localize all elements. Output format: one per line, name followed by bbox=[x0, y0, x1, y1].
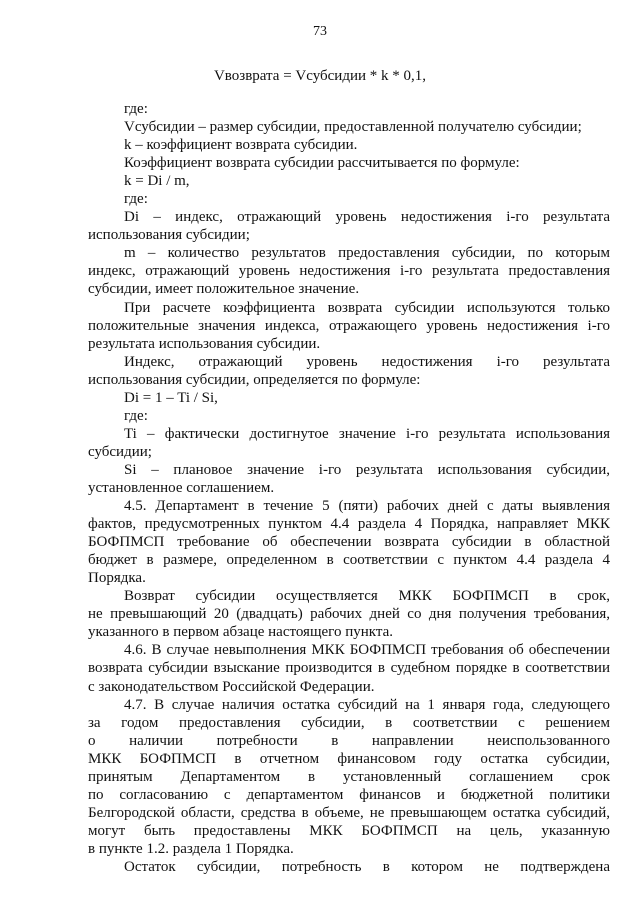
text-line: Возврат субсидии осуществляется МКК БОФПМСП в срок, bbox=[124, 588, 610, 605]
text-line: Порядка. bbox=[88, 570, 146, 587]
text-line: Индекс, отражающий уровень недостижения i-го результата bbox=[124, 353, 610, 370]
text-line: Di = 1 – Ti / Si, bbox=[124, 389, 218, 406]
text-line: бюджет в размере, определенном в соответствии с пунктом 4.4 раздела 4 bbox=[88, 552, 610, 569]
text-line: Vсубсидии – размер субсидии, предоставленной получателю субсидии; bbox=[124, 119, 582, 136]
text-line: Di – индекс, отражающий уровень недостижения i-го результата bbox=[124, 209, 610, 226]
text-line: не превышающий 20 (двадцать) рабочих дней со дня получения требования, bbox=[88, 606, 610, 623]
text-line: субсидии; bbox=[88, 443, 152, 460]
text-line: m – количество результатов предоставления субсидии, по которым bbox=[124, 245, 610, 262]
text-line: Коэффициент возврата субсидии рассчитывается по формуле: bbox=[124, 155, 520, 172]
text-line: за годом предоставления субсидии, в соответствии с решением bbox=[88, 714, 610, 731]
text-line: указанного в первом абзаце настоящего пункта. bbox=[88, 624, 393, 641]
text-line: по согласованию с департаментом финансов и бюджетной политики bbox=[88, 786, 610, 803]
text-line: где: bbox=[124, 101, 148, 117]
text-line: 4.6. В случае невыполнения МКК БОФПМСП требования об обеспечении bbox=[124, 642, 610, 659]
text-line: установленное соглашением. bbox=[88, 479, 275, 496]
text-line: могут быть предоставлены МКК БОФПМСП на цель, указанную bbox=[88, 822, 610, 839]
text-line: Si – плановое значение i-го результата использования субсидии, bbox=[124, 461, 610, 478]
text-line: k = Di / m, bbox=[124, 173, 190, 190]
page-number: 73 bbox=[313, 24, 327, 39]
text-line: 4.7. В случае наличия остатка субсидий на 1 января года, следующего bbox=[124, 696, 610, 713]
text-line: субсидии, имеет положительное значение. bbox=[88, 281, 360, 298]
text-line: где: bbox=[124, 407, 148, 424]
text-line: БОФПМСП требование об обеспечении возврата субсидии в областной bbox=[88, 534, 610, 551]
text-line: При расчете коэффициента возврата субсидии используются только bbox=[124, 299, 610, 316]
text-line: принятым Департаментом в установленный соглашением срок bbox=[88, 768, 610, 785]
refund-formula: Vвозврата = Vсубсидии * k * 0,1, bbox=[213, 68, 427, 84]
text-line: Ti – фактически достигнутое значение i-го результата использования bbox=[124, 425, 610, 442]
text-line: 4.5. Департамент в течение 5 (пяти) рабочих дней с даты выявления bbox=[124, 498, 610, 515]
text-line: МКК БОФПМСП в отчетном финансовом году остатка субсидии, bbox=[88, 750, 610, 767]
text-line: Остаток субсидии, потребность в котором не подтверждена bbox=[124, 858, 610, 875]
text-line: использования субсидии, определяется по формуле: bbox=[88, 371, 421, 388]
text-line: с законодательством Российской Федерации. bbox=[88, 678, 375, 695]
text-line: в пункте 1.2. раздела 1 Порядка. bbox=[88, 840, 294, 857]
text-line: возврата субсидии взыскание производится в судебном порядке в соответствии bbox=[88, 660, 610, 677]
text-line: использования субсидии; bbox=[88, 227, 250, 244]
text-line: Белгородской области, средства в объеме, не превышающем остатка субсидий, bbox=[88, 804, 610, 821]
text-line: о наличии потребности в направлении неиспользованного bbox=[88, 732, 610, 749]
text-line: фактов, предусмотренных пунктом 4.4 раздела 4 Порядка, направляет МКК bbox=[88, 516, 610, 533]
text-line: результата использования субсидии. bbox=[88, 335, 321, 352]
text-line: положительные значения индекса, отражающего уровень недостижения i-го bbox=[88, 317, 610, 334]
text-line: где: bbox=[124, 191, 148, 208]
text-line: k – коэффициент возврата субсидии. bbox=[124, 137, 358, 154]
text-line: индекс, отражающий уровень недостижения i-го результата предоставления bbox=[88, 263, 610, 280]
document-body bbox=[88, 100, 610, 876]
